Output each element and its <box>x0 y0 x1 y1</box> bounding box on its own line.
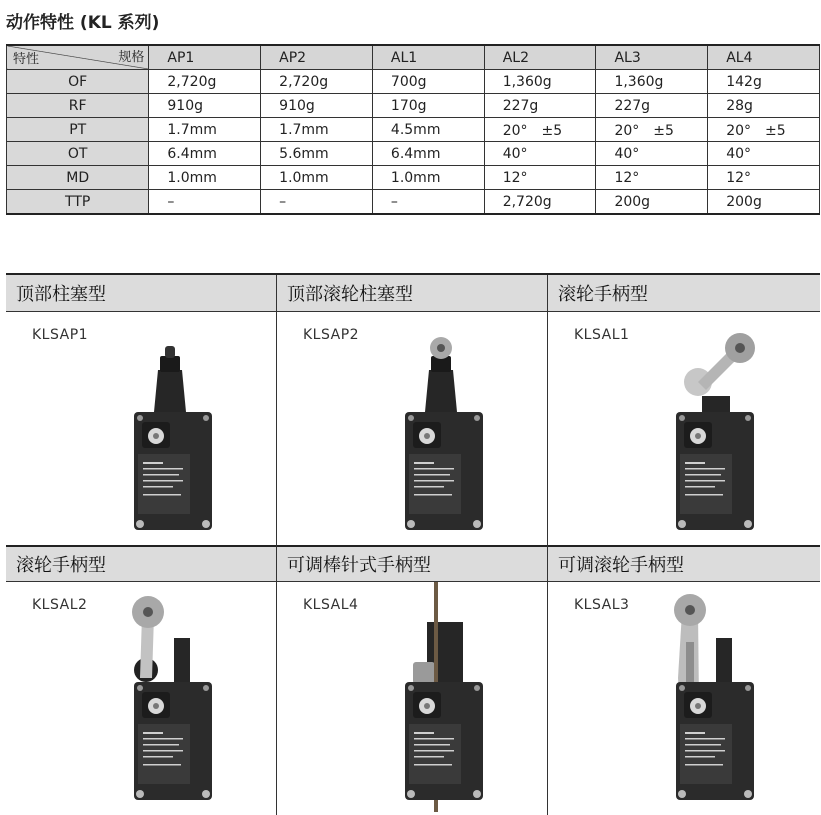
table-cell: 6.4mm <box>149 142 261 166</box>
product-model-label: KLSAP1 <box>32 327 89 343</box>
column-header: AL1 <box>372 45 484 70</box>
table-cell: – <box>372 190 484 215</box>
row-label: RF <box>7 94 149 118</box>
table-cell: 2,720g <box>149 70 261 94</box>
product-row <box>6 545 820 815</box>
column-header: AP2 <box>261 45 373 70</box>
product-type-heading: 顶部柱塞型 <box>6 275 276 312</box>
table-cell: 910g <box>261 94 373 118</box>
table-cell: 227g <box>484 94 596 118</box>
product-type-heading: 可调滚轮手柄型 <box>548 545 820 582</box>
table-row <box>7 118 820 142</box>
table-cell: 40° <box>596 142 708 166</box>
table-cell: 40° <box>708 142 820 166</box>
product-row <box>6 275 820 545</box>
table-cell: 200g <box>708 190 820 215</box>
product-type-heading: 滚轮手柄型 <box>6 545 276 582</box>
table-cell: 4.5mm <box>372 118 484 142</box>
product-card <box>548 275 820 545</box>
product-type-heading: 可调棒针式手柄型 <box>277 545 547 582</box>
table-cell: 227g <box>596 94 708 118</box>
product-type-heading: 滚轮手柄型 <box>548 275 820 312</box>
table-cell: – <box>261 190 373 215</box>
product-model-label: KLSAL4 <box>303 597 359 613</box>
table-cell: 2,720g <box>261 70 373 94</box>
table-header-row <box>7 45 820 70</box>
table-cell: 5.6mm <box>261 142 373 166</box>
table-corner-cell <box>7 45 149 70</box>
table-cell: 1,360g <box>484 70 596 94</box>
product-grid <box>6 273 820 815</box>
table-cell: 200g <box>596 190 708 215</box>
table-cell: 1.7mm <box>261 118 373 142</box>
row-label: MD <box>7 166 149 190</box>
table-row <box>7 142 820 166</box>
table-cell: 2,720g <box>484 190 596 215</box>
product-card <box>277 275 548 545</box>
product-model-label: KLSAL2 <box>32 597 88 613</box>
table-row <box>7 70 820 94</box>
table-cell: 12° <box>596 166 708 190</box>
product-card <box>277 545 548 815</box>
characteristics-table <box>6 44 820 215</box>
product-type-heading: 顶部滚轮柱塞型 <box>277 275 547 312</box>
table-cell: 700g <box>372 70 484 94</box>
product-card <box>6 275 277 545</box>
table-cell: 1.0mm <box>372 166 484 190</box>
table-cell: 1.7mm <box>149 118 261 142</box>
product-model-label: KLSAL3 <box>574 597 630 613</box>
row-label: TTP <box>7 190 149 215</box>
table-cell: 142g <box>708 70 820 94</box>
table-cell: 1.0mm <box>149 166 261 190</box>
column-header: AP1 <box>149 45 261 70</box>
row-label: OT <box>7 142 149 166</box>
table-cell: 40° <box>484 142 596 166</box>
product-model-label: KLSAL1 <box>574 327 630 343</box>
table-cell: 20° ±5 <box>708 118 820 142</box>
table-row <box>7 190 820 215</box>
table-cell: 28g <box>708 94 820 118</box>
column-header: AL4 <box>708 45 820 70</box>
product-card <box>548 545 820 815</box>
table-row <box>7 166 820 190</box>
table-cell: – <box>149 190 261 215</box>
table-cell: 170g <box>372 94 484 118</box>
corner-left-label: 特性 <box>13 52 40 67</box>
product-model-label: KLSAP2 <box>303 327 360 343</box>
table-cell: 20° ±5 <box>596 118 708 142</box>
row-label: OF <box>7 70 149 94</box>
table-cell: 12° <box>708 166 820 190</box>
table-cell: 12° <box>484 166 596 190</box>
table-cell: 20° ±5 <box>484 118 596 142</box>
table-row <box>7 94 820 118</box>
table-cell: 6.4mm <box>372 142 484 166</box>
corner-right-label: 规格 <box>118 50 145 65</box>
table-cell: 1.0mm <box>261 166 373 190</box>
product-card <box>6 545 277 815</box>
row-label: PT <box>7 118 149 142</box>
table-cell: 910g <box>149 94 261 118</box>
page-title: 动作特性 (KL 系列) <box>6 13 160 33</box>
column-header: AL3 <box>596 45 708 70</box>
table-cell: 1,360g <box>596 70 708 94</box>
column-header: AL2 <box>484 45 596 70</box>
